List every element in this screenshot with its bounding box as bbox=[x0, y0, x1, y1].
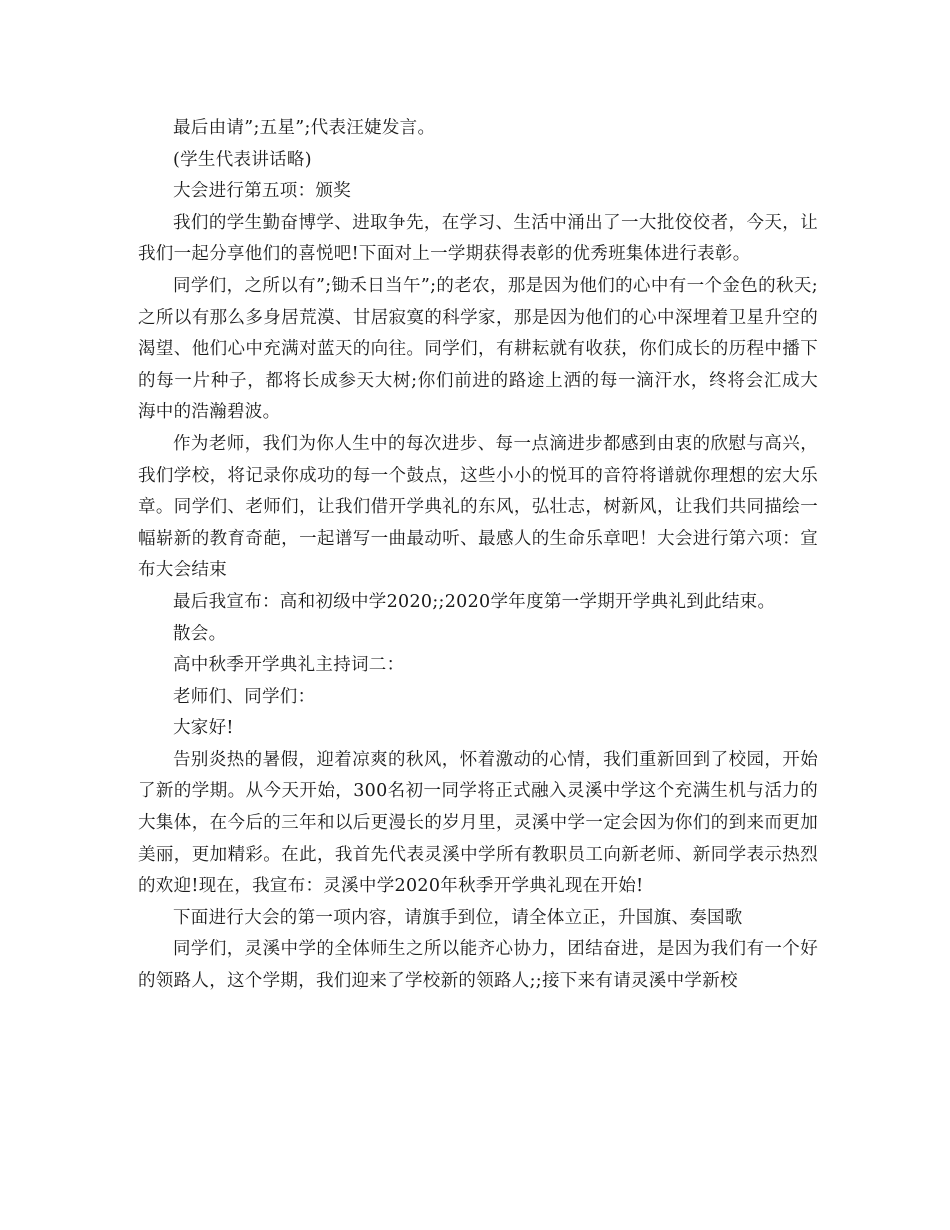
document-body bbox=[138, 113, 818, 998]
paragraph-12: 告别炎热的暑假，迎着凉爽的秋风，怀着激动的心情，我们重新回到了校园，开始了新的学期。从今天开始，300名初一同学将正式融入灵溪中学这个充满生机与活力的大集体，在今后的三年和以后更漫长的岁月里，灵溪中学一定会因为你们的到来而更加美丽，更加精彩。在此，我首先代表灵溪中学所有教职员工向新老师、新同学表示热烈的欢迎!现在，我宣布：灵溪中学2020年秋季开学典礼现在开始! bbox=[138, 749, 818, 897]
paragraph-7: 最后我宣布：高和初级中学2020;;2020学年度第一学期开学典礼到此结束。 bbox=[173, 591, 776, 612]
paragraph-11: 大家好! bbox=[173, 718, 234, 739]
paragraph-13: 下面进行大会的第一项内容，请旗手到位，请全体立正，升国旗、奏国歌 bbox=[173, 907, 743, 928]
paragraph-4: 我们的学生勤奋博学、进取争先，在学习、生活中涌出了一大批佼佼者，今天，让我们一起分享他们的喜悦吧!下面对上一学期获得表彰的优秀班集体进行表彰。 bbox=[138, 212, 818, 265]
paragraph-1: 最后由请”;五星”;代表汪婕发言。 bbox=[173, 118, 436, 138]
paragraph-5: 同学们，之所以有”;锄禾日当午”;的老农，那是因为他们的心中有一个金色的秋天;之所以有那么多身居荒漠、甘居寂寞的科学家，那是因为他们的心中深埋着卫星升空的渴望、他们心中充满对蓝天的向往。同学们，有耕耘就有收获，你们成长的历程中播下的每一片种子，都将长成参天大树;你们前进的路途上洒的每一滴汗水，终将会汇成大海中的浩瀚碧波。 bbox=[138, 275, 818, 423]
paragraph-10: 老师们、同学们： bbox=[173, 686, 316, 707]
paragraph-8: 散会。 bbox=[173, 623, 227, 644]
paragraph-14: 同学们，灵溪中学的全体师生之所以能齐心协力，团结奋进，是因为我们有一个好的领路人，这个学期，我们迎来了学校新的领路人;;接下来有请灵溪中学新校 bbox=[138, 939, 818, 992]
paragraph-6: 作为老师，我们为你人生中的每次进步、每一点滴进步都感到由衷的欣慰与高兴，我们学校，将记录你成功的每一个鼓点，这些小小的悦耳的音符将谱就你理想的宏大乐章。同学们、老师们，让我们借开学典礼的东风，弘壮志，树新风，让我们共同描绘一幅崭新的教育奇葩，一起谱写一曲最动听、最感人的生命乐章吧！大会进行第六项：宣布大会结束 bbox=[138, 433, 818, 581]
paragraph-3: 大会进行第五项：颁奖 bbox=[173, 181, 351, 202]
paragraph-9: 高中秋季开学典礼主持词二： bbox=[173, 655, 405, 676]
paragraph-2: (学生代表讲话略) bbox=[173, 149, 312, 170]
